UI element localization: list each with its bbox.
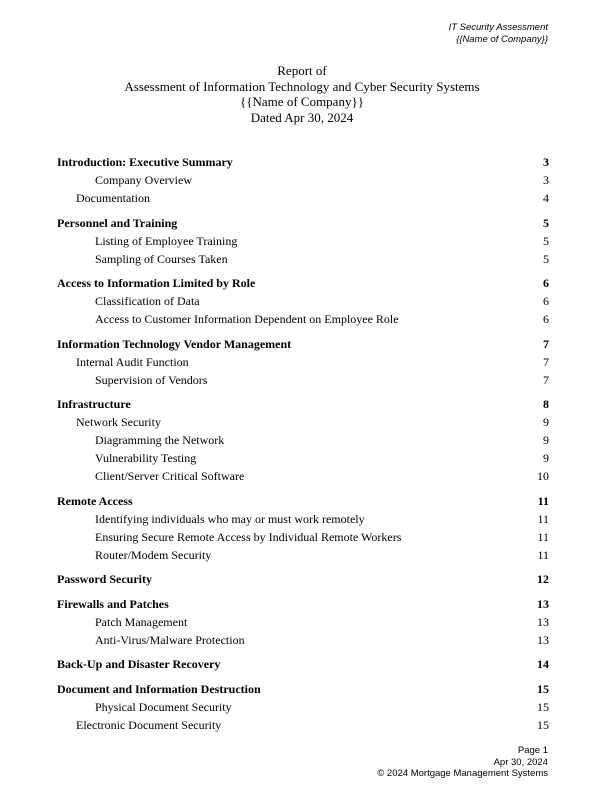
toc-entry-title: Access to Customer Information Dependent on Employee Role (95, 312, 399, 326)
toc-entry-title: Patch Management (95, 614, 188, 629)
toc-page-number: 6 (543, 276, 549, 290)
toc-page-number: 15 (537, 681, 549, 696)
toc-page-number: 13 (537, 614, 549, 629)
toc-entry-title: Company Overview (95, 173, 192, 187)
toc-page-number: 5 (543, 215, 549, 230)
toc-subsection[interactable] (57, 232, 549, 250)
toc-subsection[interactable] (57, 631, 549, 649)
toc-entry-title: Infrastructure (57, 397, 131, 411)
toc-subsection[interactable] (57, 310, 549, 328)
toc-page-number: 7 (543, 336, 549, 351)
toc-entry-title: Ensuring Secure Remote Access by Individual Remote Workers (95, 529, 402, 544)
toc-page-number: 14 (537, 657, 549, 671)
toc-page-number: 15 (537, 699, 549, 714)
toc-section[interactable] (57, 395, 549, 413)
toc-page-number: 3 (543, 155, 549, 169)
toc-page-number: 10 (537, 469, 549, 483)
toc-entry-title: Introduction: Executive Summary (57, 155, 233, 169)
toc-section[interactable] (57, 153, 549, 171)
toc-subsection[interactable] (57, 171, 549, 189)
report-title-block (0, 63, 604, 125)
toc-subsection[interactable] (57, 467, 549, 485)
toc-entry-title: Electronic Document Security (76, 717, 222, 732)
report-title: Assessment of Information Technology and Cyber Security Systems (124, 78, 480, 94)
toc-entry-title: Access to Information Limited by Role (57, 276, 256, 290)
toc-page-number: 9 (543, 433, 549, 447)
toc-section[interactable] (57, 595, 549, 613)
toc-page-number: 5 (543, 251, 549, 266)
toc-entry-title: Back-Up and Disaster Recovery (57, 657, 221, 671)
toc-entry-title: Vulnerability Testing (95, 451, 197, 465)
toc-section[interactable] (57, 274, 549, 292)
toc-page-number: 11 (537, 493, 549, 508)
toc-entry-title: Personnel and Training (57, 215, 178, 230)
toc-page-number: 13 (537, 596, 549, 611)
header-company-name: {{Name of Company}} (456, 34, 548, 45)
toc-entry-title: Diagramming the Network (95, 433, 225, 447)
toc-subsection[interactable] (57, 431, 549, 449)
toc-subsection[interactable] (57, 413, 549, 431)
page-number: Page 1 (517, 745, 548, 756)
toc-entry-title: Identifying individuals who may or must work remotely (95, 511, 365, 526)
toc-page-number: 15 (537, 717, 549, 732)
toc-page-number: 11 (537, 529, 549, 544)
toc-page-number: 4 (543, 191, 549, 205)
toc-page-number: 6 (543, 312, 549, 326)
toc-page-number: 12 (537, 572, 549, 586)
toc-entry-title: Information Technology Vendor Management (57, 336, 292, 351)
toc-page-number: 7 (543, 372, 549, 387)
title-line: Report of (277, 63, 327, 78)
footer-date: Apr 30, 2024 (493, 756, 548, 768)
toc-entry-title: Document and Information Destruction (57, 681, 261, 696)
toc-page-number: 5 (543, 233, 549, 248)
toc-section[interactable] (57, 335, 549, 353)
toc-page-number: 3 (543, 173, 549, 187)
running-header (449, 22, 548, 46)
toc-entry-title: Listing of Employee Training (95, 233, 238, 248)
toc-subsection[interactable] (57, 189, 549, 207)
toc-entry-title: Sampling of Courses Taken (95, 251, 228, 266)
toc-page-number: 13 (537, 632, 549, 647)
table-of-contents (57, 153, 549, 734)
toc-entry-title: Firewalls and Patches (57, 596, 169, 611)
toc-page-number: 6 (543, 294, 549, 308)
toc-subsection[interactable] (57, 250, 549, 268)
toc-subsection[interactable] (57, 698, 549, 716)
toc-subsection[interactable] (57, 353, 549, 371)
toc-subsection[interactable] (57, 510, 549, 528)
company-name: {{Name of Company}} (240, 94, 364, 109)
toc-subsection[interactable] (57, 292, 549, 310)
toc-entry-title: Documentation (76, 191, 150, 205)
toc-section[interactable] (57, 214, 549, 232)
toc-page-number: 9 (543, 451, 549, 465)
toc-page-number: 9 (543, 415, 549, 429)
toc-page-number: 7 (543, 354, 549, 369)
toc-subsection[interactable] (57, 613, 549, 631)
toc-section[interactable] (57, 492, 549, 510)
toc-subsection[interactable] (57, 449, 549, 467)
toc-entry-title: Physical Document Security (95, 699, 232, 714)
toc-entry-title: Router/Modem Security (95, 547, 212, 562)
toc-page-number: 11 (537, 511, 549, 526)
toc-section[interactable] (57, 680, 549, 698)
toc-subsection[interactable] (57, 716, 549, 734)
toc-section[interactable] (57, 570, 549, 588)
toc-section[interactable] (57, 655, 549, 673)
toc-entry-title: Password Security (57, 572, 152, 586)
toc-entry-title: Supervision of Vendors (95, 372, 208, 387)
toc-entry-title: Classification of Data (95, 294, 200, 308)
header-report-name: IT Security Assessment (448, 22, 548, 33)
copyright: © 2024 Mortgage Management Systems (377, 768, 548, 779)
toc-entry-title: Internal Audit Function (76, 354, 189, 369)
page-footer (377, 745, 548, 780)
report-date: Dated Apr 30, 2024 (250, 109, 354, 125)
toc-entry-title: Anti-Virus/Malware Protection (95, 632, 245, 647)
toc-page-number: 8 (543, 397, 549, 411)
toc-entry-title: Network Security (76, 415, 161, 429)
toc-entry-title: Client/Server Critical Software (95, 469, 245, 483)
toc-page-number: 11 (537, 547, 549, 562)
toc-subsection[interactable] (57, 546, 549, 564)
toc-subsection[interactable] (57, 528, 549, 546)
toc-entry-title: Remote Access (57, 493, 133, 508)
toc-subsection[interactable] (57, 371, 549, 389)
